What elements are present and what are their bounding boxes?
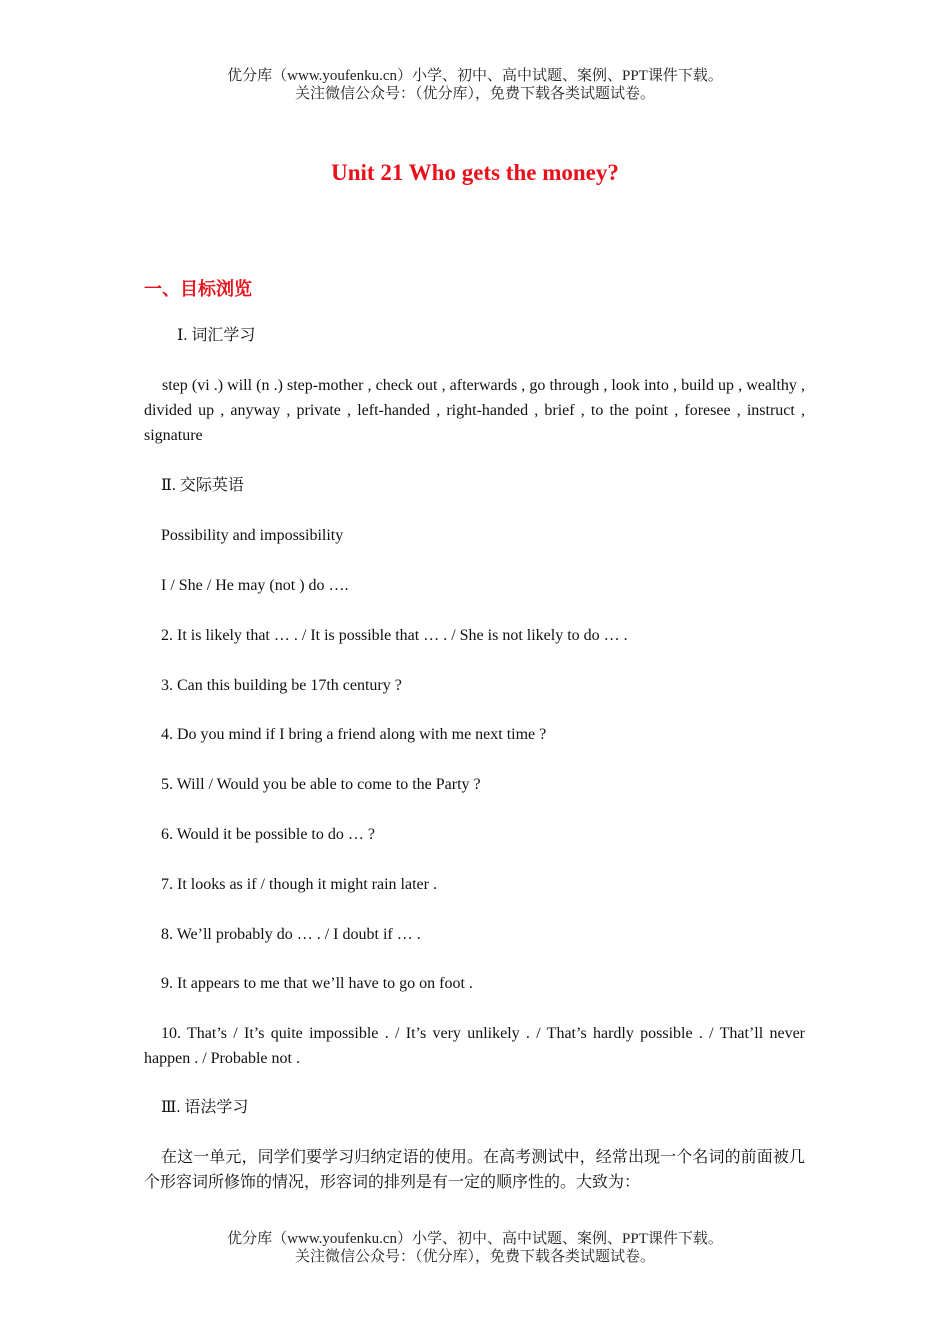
list-item: I / She / He may (not ) do …. [161, 577, 349, 594]
vocab-heading: Ⅰ. 词汇学习 [177, 327, 256, 344]
document-title: Unit 21 Who gets the money? [331, 160, 619, 185]
footer-line-1: 优分库（www.youfenku.cn）小学、初中、高中试题、案例、PPT课件下载。 [227, 1231, 723, 1247]
list-item: 5. Will / Would you be able to come to the Party ? [161, 776, 481, 793]
list-item: 3. Can this building be 17th century ? [161, 677, 402, 694]
header-line-1: 优分库（www.youfenku.cn）小学、初中、高中试题、案例、PPT课件下载。 [227, 68, 723, 84]
list-item: 2. It is likely that … . / It is possible that … . / She is not likely to do … . [161, 627, 628, 644]
list-item: 10. That’s / It’s quite impossible . / It’s very unlikely . / That’s hardly possible . / That’ll never happen . / Probable not . [144, 1025, 805, 1067]
section-heading-goals: 一、目标浏览 [144, 279, 252, 299]
grammar-paragraph: 在这一单元，同学们要学习归纳定语的使用。在高考测试中，经常出现一个名词的前面被几个形容词所修饰的情况，形容词的排列是有一定的顺序性的。大致为： [144, 1149, 805, 1191]
list-item: 9. It appears to me that we’ll have to go on foot . [161, 975, 473, 992]
vocab-list: step (vi .) will (n .) step-mother , check out , afterwards , go through , look into , build up , wealthy , divided up , anyway , private , left-handed , right-handed , brief , to the point , foresee , instruct , signature [144, 377, 805, 444]
communicative-heading: Ⅱ. 交际英语 [161, 477, 244, 494]
header-line-2: 关注微信公众号：（优分库），免费下载各类试题试卷。 [294, 86, 655, 102]
list-item: 8. We’ll probably do … . / I doubt if … . [161, 926, 421, 943]
page-header [0, 67, 950, 103]
list-item: 6. Would it be possible to do … ? [161, 826, 375, 843]
page-footer [0, 1230, 950, 1266]
footer-line-2: 关注微信公众号：（优分库），免费下载各类试题试卷。 [294, 1249, 655, 1265]
communicative-topic: Possibility and impossibility [161, 527, 344, 544]
grammar-heading: Ⅲ. 语法学习 [161, 1099, 249, 1116]
list-item: 7. It looks as if / though it might rain later . [161, 876, 437, 893]
list-item: 4. Do you mind if I bring a friend along with me next time ? [161, 726, 547, 743]
